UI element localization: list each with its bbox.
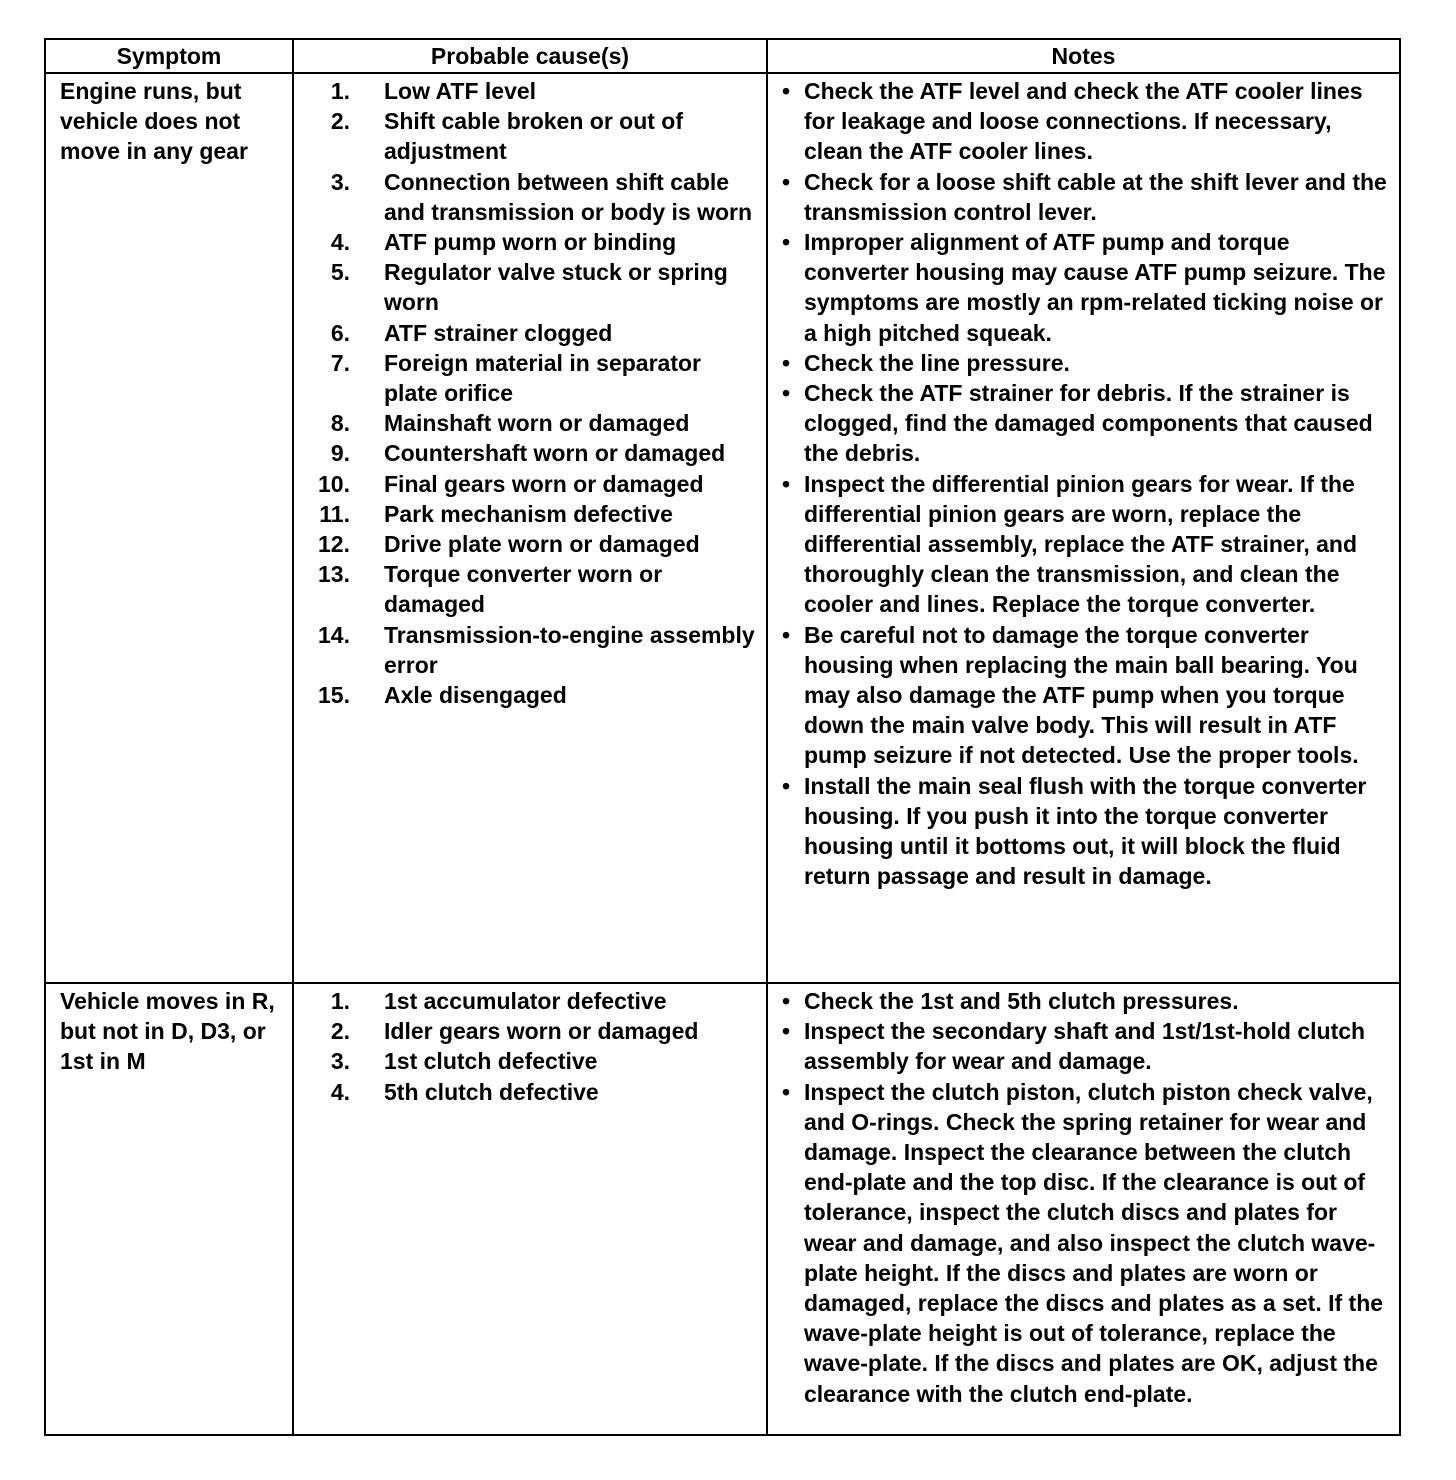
note-text: Check the ATF level and check the ATF cooler lines for leakage and loose connections. If necessary, clean the ATF cooler lines. bbox=[804, 78, 1363, 165]
note-item bbox=[778, 227, 1391, 348]
symptom-cell bbox=[45, 983, 293, 1435]
cause-item bbox=[294, 680, 760, 710]
bullet-icon: • bbox=[782, 229, 791, 256]
symptom-text: Engine runs, but vehicle does not move in any gear bbox=[60, 78, 248, 165]
cause-item bbox=[294, 106, 760, 166]
note-item bbox=[778, 348, 1391, 378]
cause-number: 8. bbox=[330, 410, 350, 437]
cause-number: 1. bbox=[330, 988, 350, 1014]
cause-number: 11. bbox=[319, 500, 350, 527]
cause-item bbox=[294, 620, 760, 680]
cause-item bbox=[294, 408, 760, 438]
symptom-cell bbox=[45, 73, 293, 983]
table-header-row bbox=[45, 39, 1400, 73]
note-item bbox=[778, 76, 1391, 167]
bullet-icon: • bbox=[782, 988, 791, 1014]
causes-list bbox=[294, 984, 766, 1111]
cause-number: 5. bbox=[330, 259, 350, 286]
note-text: Inspect the secondary shaft and 1st/1st-hold clutch assembly for wear and damage. bbox=[804, 1018, 1366, 1075]
cause-text: Torque converter worn or damaged bbox=[384, 561, 663, 618]
cause-item bbox=[294, 1046, 760, 1076]
table-row bbox=[45, 73, 1400, 983]
note-text: Inspect the differential pinion gears for wear. If the differential pinion gears are worn, replace the differential assembly, replace the ATF strainer, and thoroughly clean the transmission, and clean the cooler and lines. Replace the torque converter. bbox=[804, 470, 1358, 618]
cause-number: 4. bbox=[330, 229, 350, 256]
cause-text: 1st accumulator defective bbox=[384, 988, 667, 1014]
bullet-icon: • bbox=[782, 349, 791, 376]
cause-text: Transmission-to-engine assembly error bbox=[384, 621, 755, 678]
cause-number: 10. bbox=[318, 470, 350, 497]
note-item bbox=[778, 771, 1391, 892]
cause-text: Countershaft worn or damaged bbox=[384, 440, 726, 467]
cause-item bbox=[294, 559, 760, 619]
note-item bbox=[778, 1016, 1391, 1076]
note-text: Inspect the clutch piston, clutch piston check valve, and O-rings. Check the spring retainer for wear and damage. Inspect the clearance between the clutch end-plate and the top disc. If the clearance is out of tolerance, inspect the clutch discs and plates for wear and damage, and also inspect the clutch wave-plate height. If the discs and plates are worn or damaged, replace the discs and plates as a set. If the wave-plate height is out of tolerance, replace the wave-plate. If the discs and plates are OK, adjust the clearance with the clutch end-plate. bbox=[804, 1078, 1384, 1407]
cause-item bbox=[294, 348, 760, 408]
note-item bbox=[778, 1077, 1391, 1409]
cause-number: 2. bbox=[330, 108, 350, 135]
header-probable-causes: Probable cause(s) bbox=[293, 39, 767, 73]
cause-number: 9. bbox=[330, 440, 350, 467]
bullet-icon: • bbox=[782, 621, 791, 648]
cause-number: 1. bbox=[330, 78, 350, 104]
causes-cell bbox=[293, 73, 767, 983]
cause-number: 2. bbox=[330, 1018, 350, 1045]
cause-number: 12. bbox=[318, 531, 350, 558]
note-text: Improper alignment of ATF pump and torque converter housing may cause ATF pump seizure. The symptoms are mostly an rpm-related ticking noise or a high pitched squeak. bbox=[804, 229, 1386, 346]
cause-number: 6. bbox=[330, 319, 350, 346]
cause-item bbox=[294, 257, 760, 317]
cause-text: Low ATF level bbox=[384, 78, 537, 104]
bullet-icon: • bbox=[782, 470, 791, 497]
cause-item bbox=[294, 227, 760, 257]
cause-text: Regulator valve stuck or spring worn bbox=[384, 259, 728, 316]
notes-cell bbox=[767, 73, 1400, 983]
notes-list bbox=[768, 984, 1399, 1411]
note-text: Check the 1st and 5th clutch pressures. bbox=[804, 988, 1239, 1014]
cause-text: ATF pump worn or binding bbox=[384, 229, 677, 256]
table-row bbox=[45, 983, 1400, 1435]
cause-text: Mainshaft worn or damaged bbox=[384, 410, 690, 437]
troubleshooting-document bbox=[44, 38, 1399, 1436]
header-symptom: Symptom bbox=[45, 39, 293, 73]
cause-number: 14. bbox=[318, 621, 350, 648]
cause-item bbox=[294, 167, 760, 227]
notes-cell bbox=[767, 983, 1400, 1435]
note-item bbox=[778, 469, 1391, 620]
cause-item bbox=[294, 1077, 760, 1107]
cause-text: ATF strainer clogged bbox=[384, 319, 613, 346]
bullet-icon: • bbox=[782, 1018, 791, 1045]
cause-item bbox=[294, 1016, 760, 1046]
cause-text: Connection between shift cable and transmission or body is worn bbox=[384, 168, 753, 225]
bullet-icon: • bbox=[782, 78, 791, 104]
cause-number: 3. bbox=[330, 1048, 350, 1075]
cause-number: 13. bbox=[318, 561, 350, 588]
note-item bbox=[778, 378, 1391, 469]
cause-text: Drive plate worn or damaged bbox=[384, 531, 700, 558]
cause-item bbox=[294, 469, 760, 499]
note-item bbox=[778, 986, 1391, 1016]
cause-item bbox=[294, 438, 760, 468]
troubleshooting-table bbox=[44, 38, 1401, 1436]
cause-number: 7. bbox=[330, 349, 350, 376]
bullet-icon: • bbox=[782, 772, 791, 799]
cause-item bbox=[294, 318, 760, 348]
note-text: Check the line pressure. bbox=[804, 349, 1070, 376]
notes-list bbox=[768, 74, 1399, 893]
causes-list bbox=[294, 74, 766, 714]
header-notes: Notes bbox=[767, 39, 1400, 73]
cause-text: Shift cable broken or out of adjustment bbox=[384, 108, 684, 165]
bullet-icon: • bbox=[782, 1078, 791, 1105]
cause-text: 1st clutch defective bbox=[384, 1048, 598, 1075]
causes-cell bbox=[293, 983, 767, 1435]
cause-text: 5th clutch defective bbox=[384, 1078, 599, 1105]
cause-text: Axle disengaged bbox=[384, 682, 567, 709]
cause-item bbox=[294, 499, 760, 529]
cause-item bbox=[294, 76, 760, 106]
cause-text: Foreign material in separator plate orifice bbox=[384, 349, 701, 407]
cause-text: Park mechanism defective bbox=[384, 500, 673, 527]
cause-text: Final gears worn or damaged bbox=[384, 470, 704, 497]
note-text: Check the ATF strainer for debris. If the strainer is clogged, find the damaged components that caused the debris. bbox=[804, 380, 1373, 467]
cause-number: 15. bbox=[318, 682, 350, 709]
cause-number: 3. bbox=[330, 168, 350, 195]
cause-number: 4. bbox=[330, 1078, 350, 1105]
bullet-icon: • bbox=[782, 168, 791, 195]
bullet-icon: • bbox=[782, 380, 791, 407]
note-text: Install the main seal flush with the torque converter housing. If you push it into the torque converter housing until it bottoms out, it will block the fluid return passage and result in damage. bbox=[804, 772, 1367, 890]
cause-item bbox=[294, 986, 760, 1016]
cause-text: Idler gears worn or damaged bbox=[384, 1018, 699, 1045]
note-item bbox=[778, 620, 1391, 771]
cause-item bbox=[294, 529, 760, 559]
note-item bbox=[778, 167, 1391, 227]
note-text: Be careful not to damage the torque converter housing when replacing the main ball bearing. You may also damage the ATF pump when you torque down the main valve body. This will result in ATF pump seizure if not detected. Use the proper tools. bbox=[804, 621, 1359, 769]
symptom-text: Vehicle moves in R, but not in D, D3, or 1st in M bbox=[60, 988, 275, 1075]
note-text: Check for a loose shift cable at the shift lever and the transmission control lever. bbox=[804, 168, 1387, 225]
